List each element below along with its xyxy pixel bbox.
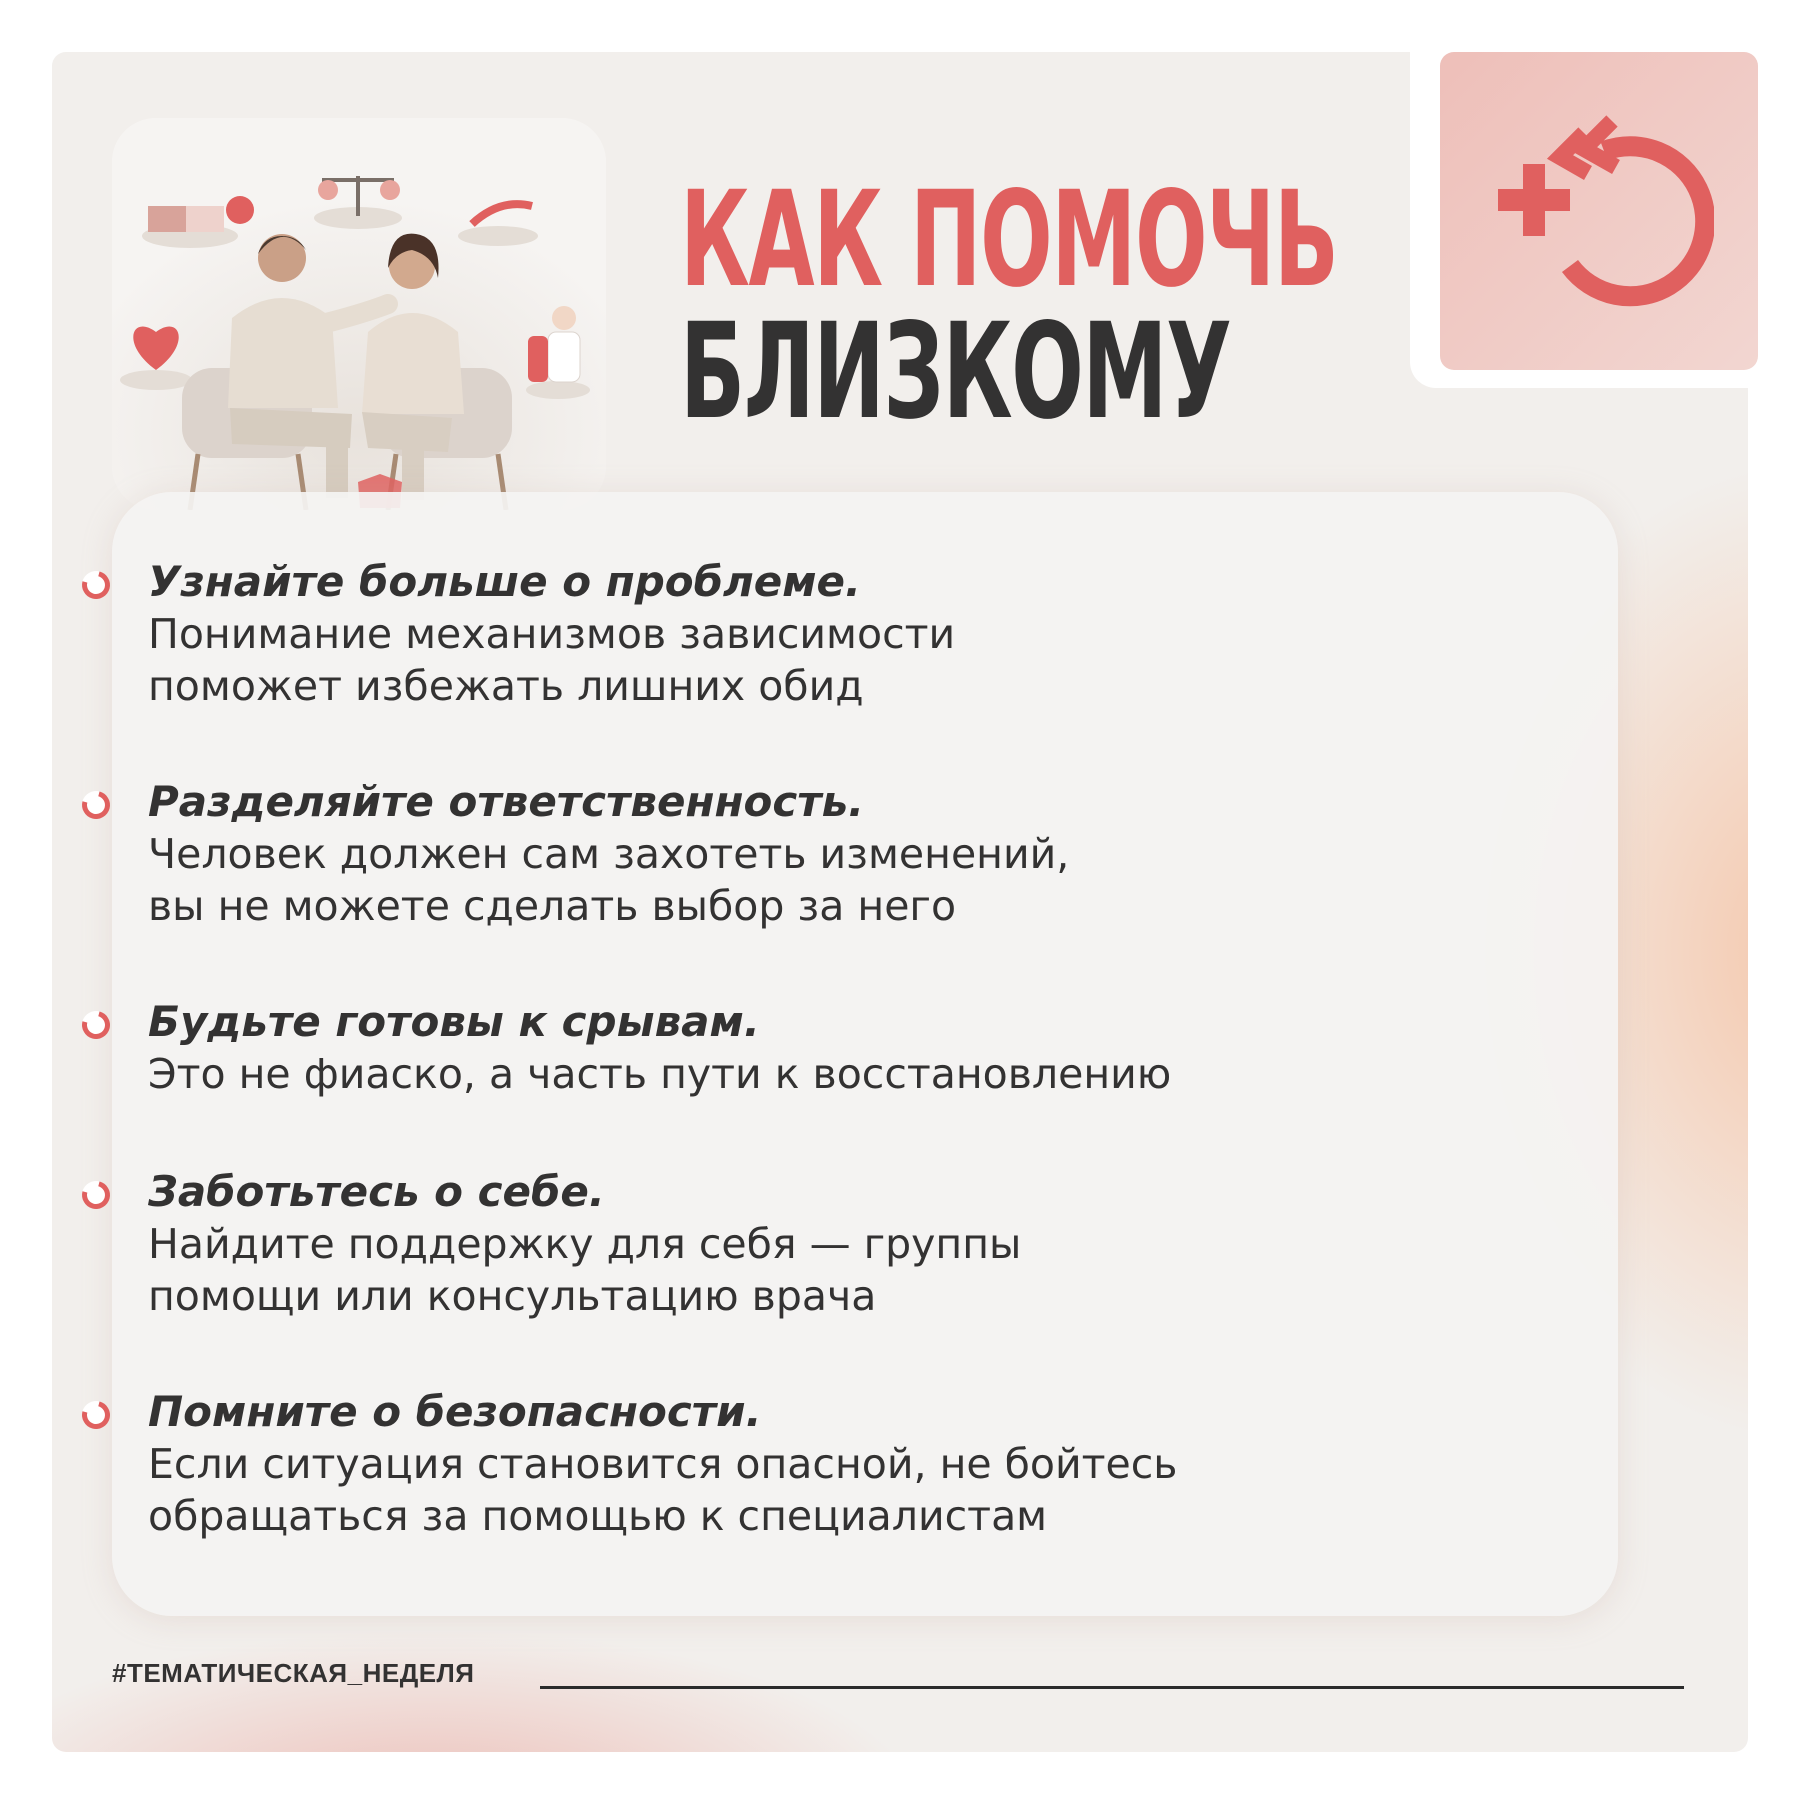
footer-divider: [540, 1686, 1684, 1689]
tip-heading: Помните о безопасности.: [148, 1387, 762, 1436]
page-title-line-2: БЛИЗКОМУ: [680, 295, 1231, 449]
plus-circle-arrow-icon: [1484, 111, 1714, 311]
tip-item: [148, 996, 1468, 1100]
logo: [1440, 52, 1758, 370]
page-title-line-1: КАК ПОМОЧЬ: [680, 163, 1338, 317]
tip-body: Человек должен сам захотеть изменений, вы не можете сделать выбор за него: [148, 830, 1070, 930]
tip-item: [148, 556, 1468, 712]
tip-body: Найдите поддержку для себя — группы помощи или консультацию врача: [148, 1220, 1022, 1320]
tip-item: [148, 1386, 1468, 1542]
tip-item: [148, 776, 1468, 932]
tip-body: Если ситуация становится опасной, не бойтесь обращаться за помощью к специалистам: [148, 1440, 1178, 1540]
tip-body: Понимание механизмов зависимости поможет избежать лишних обид: [148, 610, 956, 710]
tip-heading: Узнайте больше о проблеме.: [148, 557, 861, 606]
couple-consultation-illustration: [112, 118, 606, 510]
tip-heading: Будьте готовы к срывам.: [148, 997, 760, 1046]
tip-item: [148, 1166, 1468, 1322]
tip-body: Это не фиаско, а часть пути к восстановлению: [148, 1050, 1172, 1098]
tip-heading: Разделяйте ответственность.: [148, 777, 865, 826]
tip-heading: Заботьтесь о себе.: [148, 1167, 605, 1216]
consultation-illustration: [112, 118, 606, 510]
hashtag-label: #ТЕМАТИЧЕСКАЯ_НЕДЕЛЯ: [112, 1658, 475, 1688]
